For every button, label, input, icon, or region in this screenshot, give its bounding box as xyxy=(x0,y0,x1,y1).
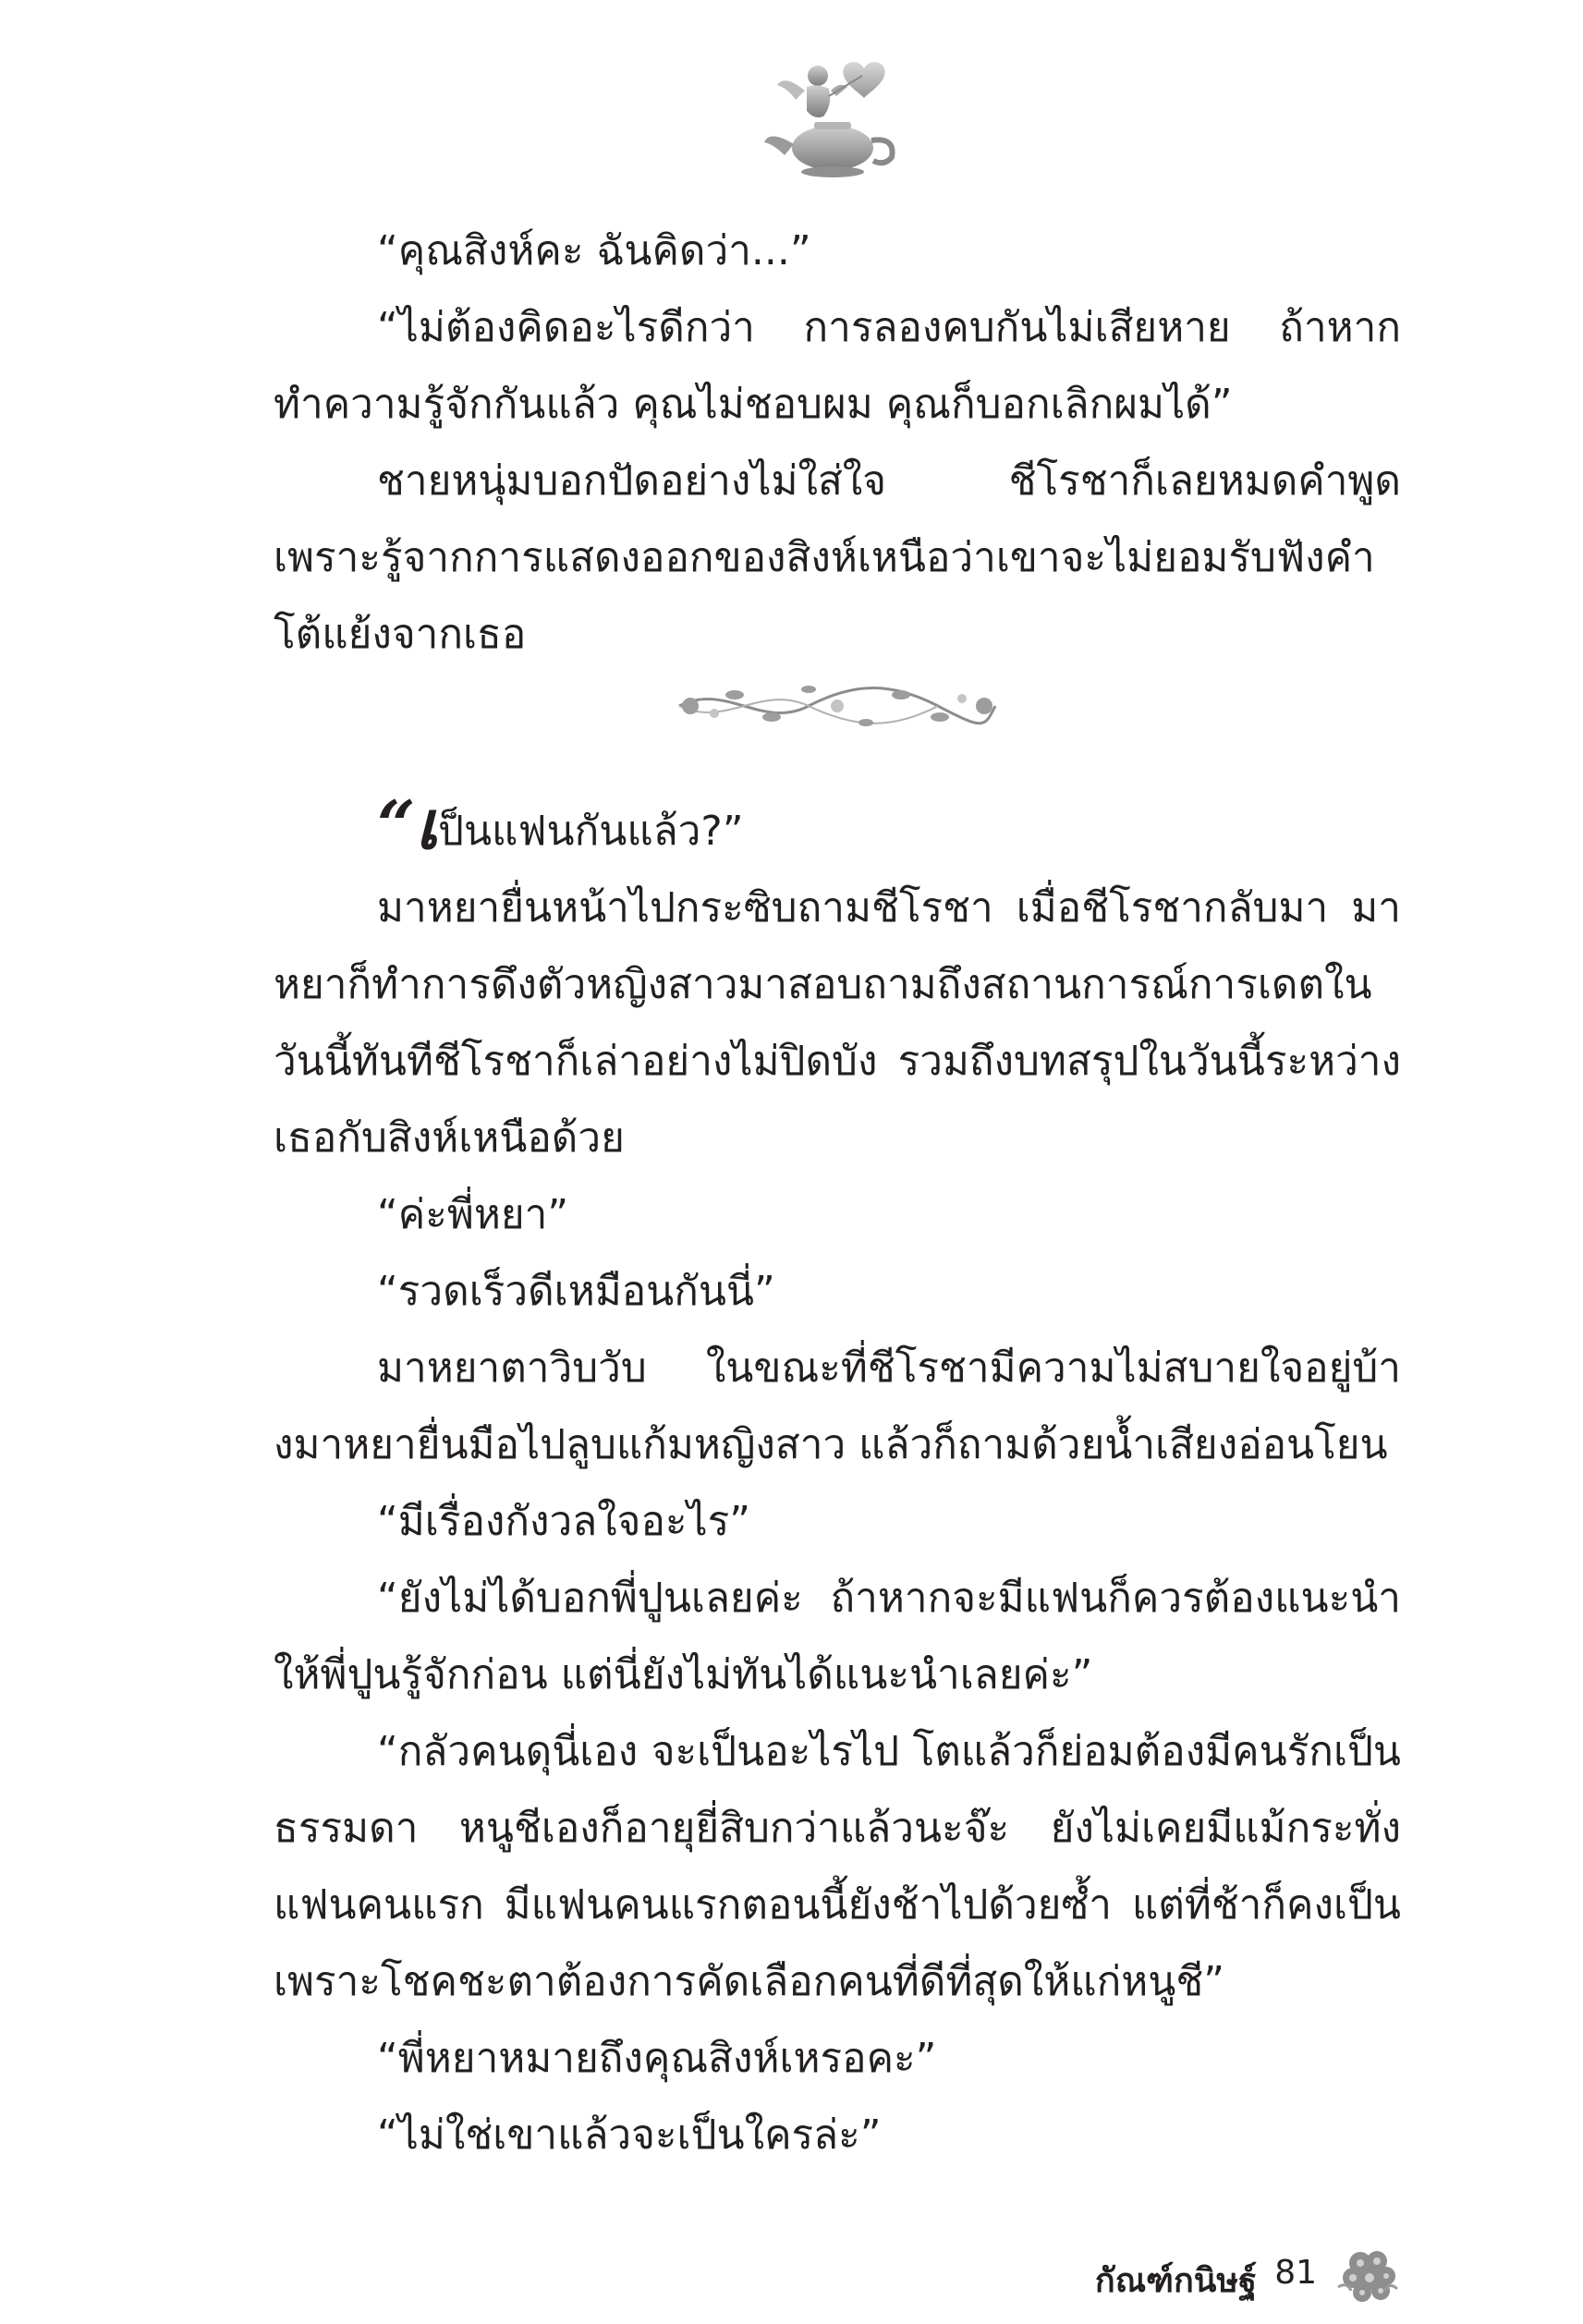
paragraph: “ยังไม่ได้บอกพี่ปูนเลยค่ะ ถ้าหากจะมีแฟนก็ควรต้องแนะนำให้พี่ปูนรู้จักก่อน แต่นี่ยังไม่ทันได้แนะนำเลยค่ะ” xyxy=(274,1575,1401,1698)
dropcap: “เ xyxy=(377,785,439,864)
paragraph: “พี่หยาหมายถึงคุณสิงห์เหรอคะ” xyxy=(377,2035,937,2082)
paragraph: “ไม่ต้องคิดอะไรดีกว่า การลองคบกันไม่เสียหาย ถ้าหากทำความรู้จักกันแล้ว คุณไม่ชอบผม คุณก็บอกเลิกผมได้” xyxy=(274,304,1401,428)
paragraph: “รวดเร็วดีเหมือนกันนี่” xyxy=(377,1268,775,1315)
paragraph: ชายหนุ่มบอกปัดอย่างไม่ใส่ใจ ชีโรชาก็เลยหมดคำพูด เพราะรู้จากการแสดงออกของสิงห์เหนือว่าเขาจะไม่ยอมรับฟังคำโต้แย้งจากเธอ xyxy=(274,457,1401,658)
flower-bouquet-icon xyxy=(1333,2241,1405,2309)
paragraph: “ค่ะพี่หยา” xyxy=(377,1191,569,1238)
paragraph: “คุณสิงห์คะ ฉันคิดว่า...” xyxy=(377,227,811,274)
book-title: กัณฑ์กนิษฐ์ xyxy=(1094,2262,1257,2300)
paragraph: “กลัวคนดุนี่เอง จะเป็นอะไรไป โตแล้วก็ย่อมต้องมีคนรักเป็นธรรมดา หนูชีเองก็อายุยี่สิบกว่าแล้วนะจ๊ะ ยังไม่เคยมีแม้กระทั่งแฟนคนแรก มีแฟนคนแรกตอนนี้ยังช้าไปด้วยซ้ำ แต่ที่ช้าก็คงเป็นเพราะโชคชะตาต้องการคัดเลือกคนที่ดีที่สุดให้แก่หนูชี” xyxy=(274,1728,1401,2005)
cupid-teapot-ornament-icon xyxy=(753,48,910,187)
section-1 xyxy=(274,213,1401,673)
opening-text: ป็นแฟนกันแล้ว?” xyxy=(438,808,744,855)
section-2 xyxy=(274,785,1401,2173)
paragraph: “มีเรื่องกังวลใจอะไร” xyxy=(377,1498,751,1545)
opening-paragraph xyxy=(274,785,1401,870)
page-footer xyxy=(989,2241,1405,2324)
page-number: 81 xyxy=(1274,2254,1317,2292)
paragraph: มาหยาตาวิบวับ ในขณะที่ชีโรชามีความไม่สบายใจอยู่บ้างมาหยายื่นมือไปลูบแก้มหญิงสาว แล้วก็ถามด้วยน้ำเสียงอ่อนโยน xyxy=(274,1345,1401,1468)
paragraph: “ไม่ใช่เขาแล้วจะเป็นใครล่ะ” xyxy=(377,2111,882,2159)
paragraph: มาหยายื่นหน้าไปกระซิบถามชีโรชา เมื่อชีโรชากลับมา มาหยาก็ทำการดึงตัวหญิงสาวมาสอบถามถึงสถานการณ์การเดตในวันนี้ทันทีชีโรชาก็เล่าอย่างไม่ปิดบัง รวมถึงบทสรุปในวันนี้ระหว่างเธอกับสิงห์เหนือด้วย xyxy=(274,884,1401,1162)
floral-vine-divider-icon xyxy=(670,673,1005,739)
